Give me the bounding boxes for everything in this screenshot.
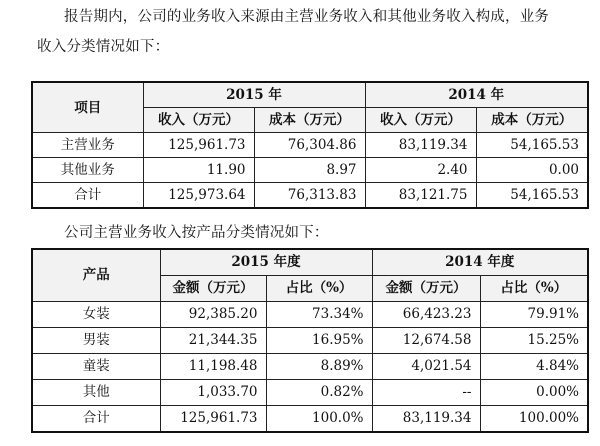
ratio-2014-cell: 15.25%: [480, 328, 588, 354]
ratio-2015-cell: 16.95%: [266, 328, 372, 354]
amount-2015-cell: 21,344.35: [160, 328, 266, 354]
cost-2015-cell: 76,304.86: [254, 133, 365, 158]
amount-2015-cell: 1,033.70: [160, 380, 266, 406]
row-label: 主营业务: [32, 133, 143, 158]
ratio-2014-cell: 79.91%: [480, 302, 588, 328]
product-header: 产品: [32, 249, 160, 302]
ratio-2015-header: 占比（%）: [266, 276, 372, 302]
revenue-2015-cell: 125,973.64: [143, 183, 254, 209]
ratio-2015-cell: 73.34%: [266, 302, 372, 328]
revenue-2015-cell: 125,961.73: [143, 133, 254, 158]
product-revenue-table: [31, 248, 589, 433]
table-row: [32, 380, 588, 406]
cost-2014-header: 成本（万元）: [476, 108, 588, 133]
row-label: 合计: [32, 406, 160, 433]
product-intro: 公司主营业务收入按产品分类情况如下：: [64, 225, 329, 241]
row-label: 男装: [32, 328, 160, 354]
ratio-2015-cell: 0.82%: [266, 380, 372, 406]
ratio-2014-header: 占比（%）: [480, 276, 588, 302]
intro-line-2: 收入分类情况如下：: [37, 39, 170, 55]
year-2015-header: 2015 年: [143, 82, 365, 108]
row-label: 女装: [32, 302, 160, 328]
ratio-2015-cell: 100.0%: [266, 406, 372, 433]
amount-2014-header: 金额（万元）: [372, 276, 480, 302]
revenue-2014-cell: 83,121.75: [365, 183, 476, 209]
row-label: 其他业务: [32, 158, 143, 183]
table-row: [32, 406, 588, 433]
row-label: 其他: [32, 380, 160, 406]
ratio-2014-cell: 100.00%: [480, 406, 588, 433]
revenue-cost-table: [31, 81, 589, 209]
revenue-2015-header: 收入（万元）: [143, 108, 254, 133]
cost-2015-cell: 8.97: [254, 158, 365, 183]
table-row: [32, 183, 588, 209]
fy2014-header: 2014 年度: [372, 249, 588, 276]
year-2014-header: 2014 年: [365, 82, 588, 108]
row-label: 合计: [32, 183, 143, 209]
ratio-2015-cell: 8.89%: [266, 354, 372, 380]
table-row: [32, 302, 588, 328]
ratio-2014-cell: 0.00%: [480, 380, 588, 406]
revenue-2014-cell: 83,119.34: [365, 133, 476, 158]
amount-2014-cell: 83,119.34: [372, 406, 480, 433]
table-row: [32, 354, 588, 380]
amount-2014-cell: --: [372, 380, 480, 406]
table-row: [32, 133, 588, 158]
ratio-2014-cell: 4.84%: [480, 354, 588, 380]
item-header: 项目: [32, 82, 143, 133]
cost-2014-cell: 0.00: [476, 158, 588, 183]
cost-2015-cell: 76,313.83: [254, 183, 365, 209]
cost-2014-cell: 54,165.53: [476, 183, 588, 209]
amount-2014-cell: 12,674.58: [372, 328, 480, 354]
intro-line-1: 报告期内，公司的业务收入来源由主营业务收入和其他业务收入构成，业务: [64, 9, 550, 25]
cost-2015-header: 成本（万元）: [254, 108, 365, 133]
revenue-2014-header: 收入（万元）: [365, 108, 476, 133]
amount-2014-cell: 66,423.23: [372, 302, 480, 328]
amount-2015-cell: 11,198.48: [160, 354, 266, 380]
amount-2015-cell: 92,385.20: [160, 302, 266, 328]
row-label: 童装: [32, 354, 160, 380]
amount-2015-cell: 125,961.73: [160, 406, 266, 433]
table-row: [32, 328, 588, 354]
cost-2014-cell: 54,165.53: [476, 133, 588, 158]
table-row: [32, 158, 588, 183]
amount-2014-cell: 4,021.54: [372, 354, 480, 380]
revenue-2015-cell: 11.90: [143, 158, 254, 183]
revenue-2014-cell: 2.40: [365, 158, 476, 183]
fy2015-header: 2015 年度: [160, 249, 372, 276]
amount-2015-header: 金额（万元）: [160, 276, 266, 302]
